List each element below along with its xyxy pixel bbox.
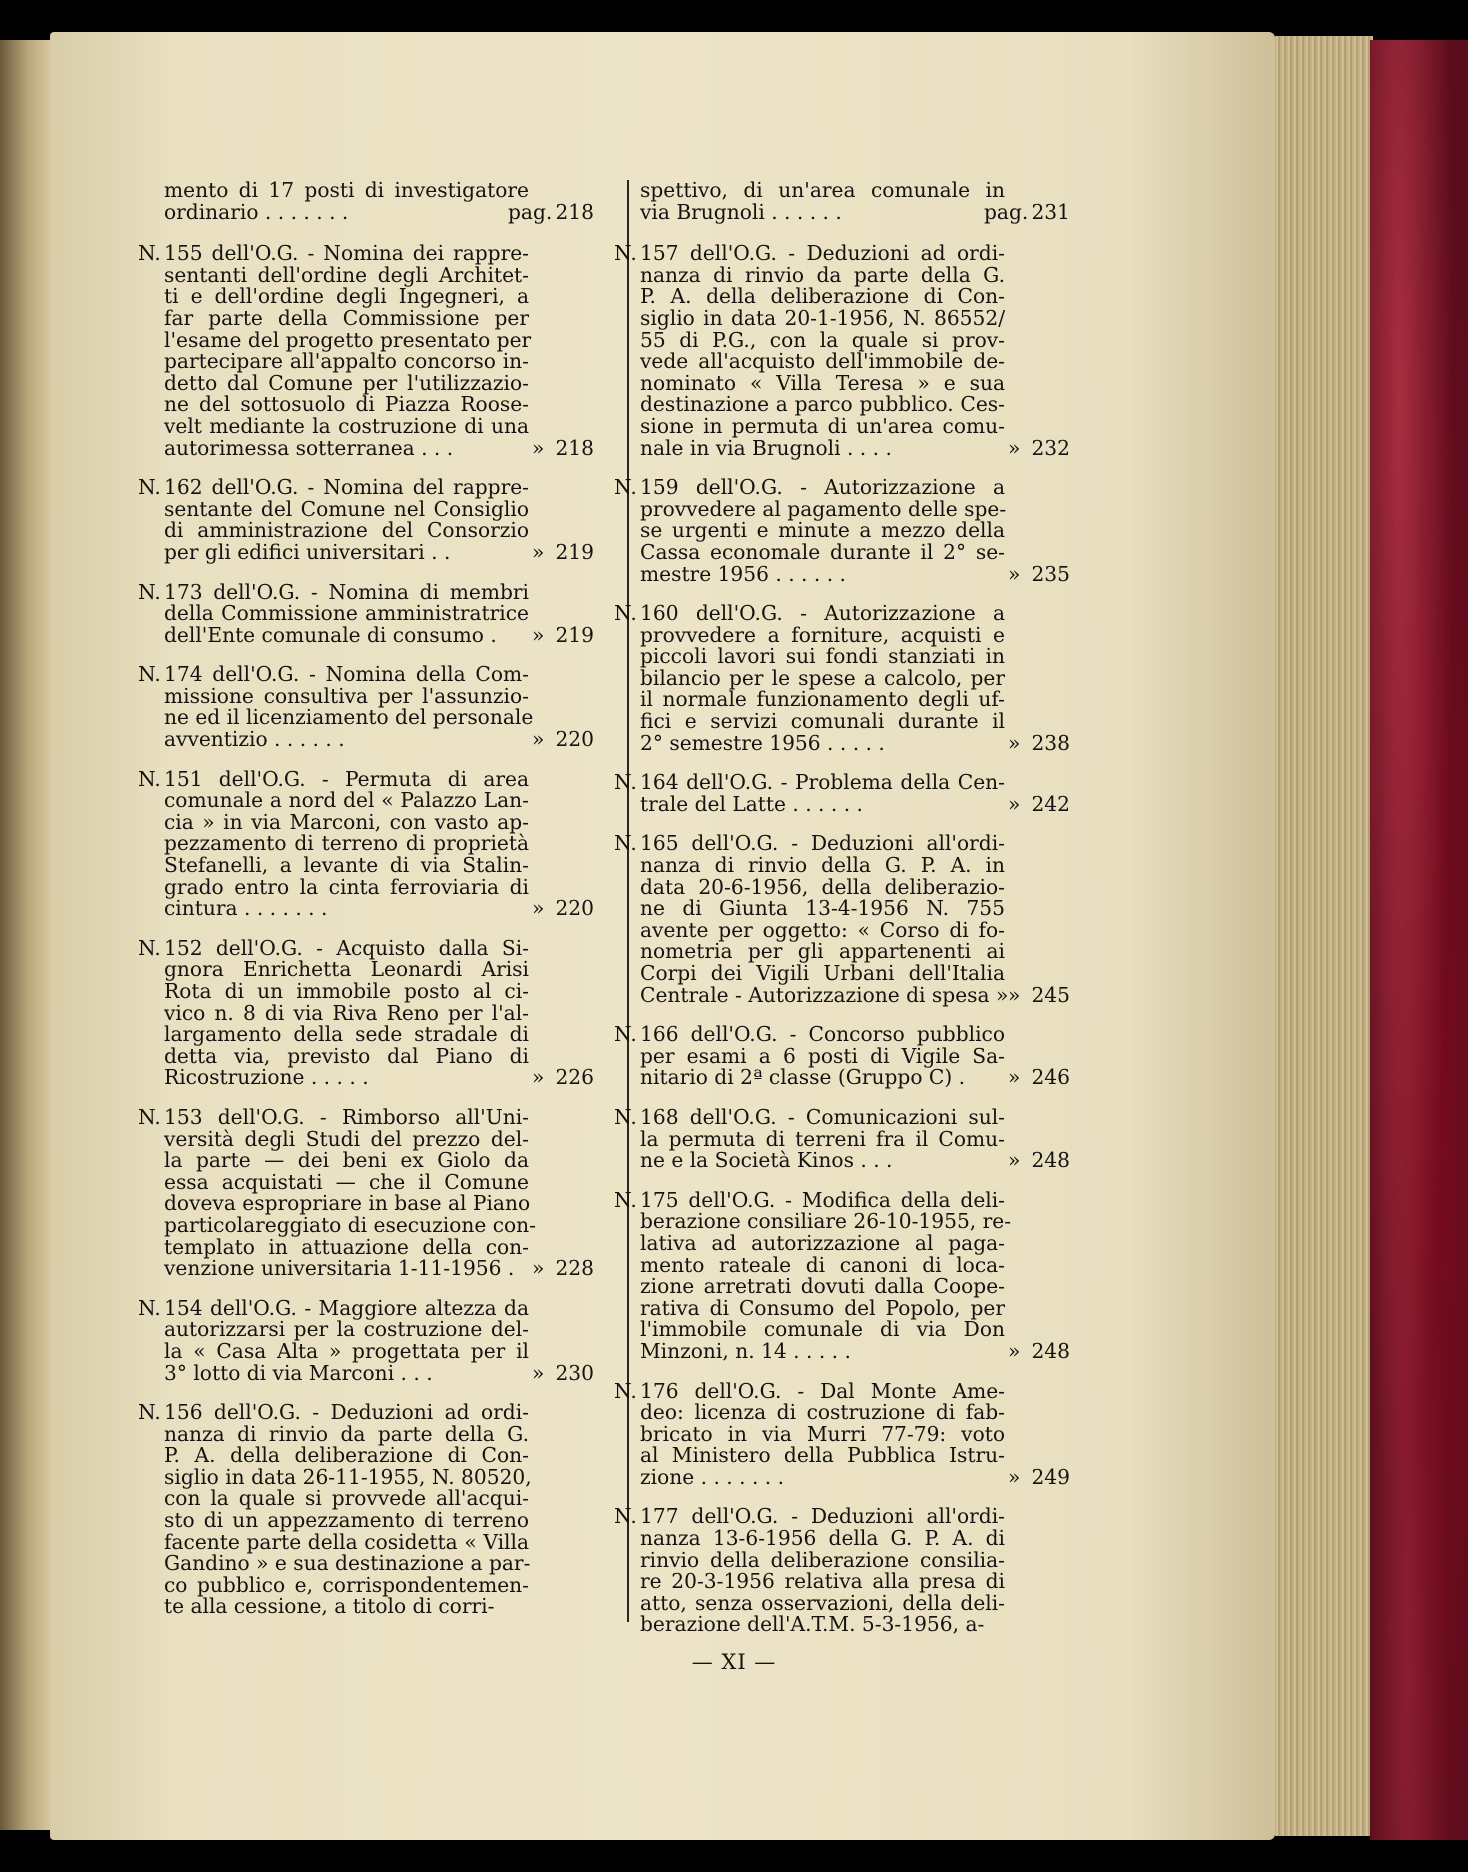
entry-text: [640, 772, 1005, 815]
entry-line: ne e la Società Kinos . . .: [640, 1148, 893, 1173]
entry-line: avventizio . . . . . .: [164, 727, 345, 752]
entry-line: Stefanelli, a levante di via Stalin-: [164, 853, 529, 878]
entry-page-reference: [1008, 730, 1070, 755]
page-ref-number: 245: [1031, 982, 1070, 1007]
index-entry: [614, 1504, 1070, 1637]
entry-line: bricato in via Murri 77-79: voto: [640, 1421, 1005, 1446]
entry-line: l'esame del progetto presentato per: [164, 327, 532, 352]
entry-line: rativa di Consumo del Popolo, per: [640, 1295, 1005, 1320]
entry-line: particolareggiato di esecuzione con-: [164, 1212, 537, 1237]
entry-line: berazione consiliare 26-10-1955, re-: [640, 1209, 1012, 1234]
entry-line: ordinario . . . . . . .: [164, 199, 349, 224]
entry-line: 160 dell'O.G. - Autorizzazione a: [640, 601, 1005, 626]
entry-line: nominato « Villa Teresa » e sua: [640, 370, 1005, 395]
entry-line: 164 dell'O.G. - Problema della Cen-: [640, 770, 1005, 795]
page-mark: »: [1008, 1338, 1021, 1363]
entry-text: [640, 1024, 1005, 1089]
entry-line: doveva espropriare in base al Piano: [164, 1191, 531, 1216]
entry-line: facente parte della cosidetta « Villa: [164, 1529, 529, 1554]
index-entry: [614, 1104, 1070, 1173]
page-ref-number: 220: [555, 727, 594, 752]
entry-number-prefix: N.: [614, 1022, 637, 1047]
entry-line: detto dal Comune per l'utilizzazio-: [164, 370, 529, 395]
entry-number-prefix: N.: [138, 662, 161, 687]
index-column-left: [138, 178, 594, 1636]
page-ref-number: 249: [1031, 1464, 1070, 1489]
entry-line: bilancio per le spese a calcolo, per: [640, 665, 1005, 690]
entry-line: siglio in data 26-11-1955, N. 80520,: [164, 1464, 532, 1489]
entry-line: dell'Ente comunale di consumo .: [164, 622, 497, 647]
entry-line: Centrale - Autorizzazione di spesa »: [640, 982, 1009, 1007]
entry-page-reference: [532, 729, 594, 751]
page-ref-number: 238: [1031, 730, 1070, 755]
entry-line: Minzoni, n. 14 . . . . .: [640, 1338, 851, 1363]
entry-line: Corpi dei Vigili Urbani dell'Italia: [640, 961, 1005, 985]
entry-line: gnora Enrichetta Leonardi Arisi: [164, 957, 529, 982]
entry-line: cia » in via Marconi, con vasto ap-: [164, 809, 529, 834]
page-mark: »: [532, 1065, 545, 1090]
page-mark: »: [1008, 1065, 1021, 1090]
index-entry: [138, 1295, 594, 1385]
entry-text: [164, 180, 529, 223]
entry-line: far parte della Commissione per: [164, 305, 529, 330]
entry-line: rinvio della deliberazione consilia-: [640, 1547, 1005, 1572]
entry-line: templato in attuazione della con-: [164, 1234, 529, 1259]
page-mark: pag.: [508, 199, 553, 224]
page-mark: »: [1008, 1148, 1021, 1173]
entry-line: mestre 1956 . . . . . .: [640, 561, 846, 586]
entry-text: [640, 477, 1005, 585]
index-entry: [138, 579, 594, 647]
entry-line: piccoli lavori sui fondi stanziati in: [640, 644, 1005, 669]
entry-line: sentanti dell'ordine degli Architet-: [164, 262, 529, 287]
entry-line: berazione dell'A.T.M. 5-3-1956, a-: [640, 1612, 985, 1637]
entry-line: via Brugnoli . . . . . .: [640, 199, 842, 224]
entry-text: [640, 1378, 1005, 1489]
entry-line: il normale funzionamento degli uf-: [640, 687, 1005, 712]
entry-page-reference: [984, 199, 1070, 224]
entry-line: la « Casa Alta » progettata per il: [164, 1338, 529, 1363]
page-mark: »: [532, 539, 545, 564]
entry-number-prefix: N.: [614, 831, 637, 856]
entry-number-prefix: N.: [138, 241, 161, 266]
entry-text: [164, 662, 534, 752]
entry-text: [164, 241, 532, 460]
entry-text: [640, 180, 1005, 223]
entry-text: [640, 1104, 1005, 1173]
page-mark: pag.: [984, 199, 1029, 224]
entry-line: sione in permuta di un'area comu-: [640, 413, 1005, 438]
entry-text: [164, 579, 529, 647]
entry-text: [640, 831, 1009, 1007]
page-mark: »: [1008, 982, 1021, 1007]
column-divider: [627, 180, 629, 1622]
index-entry: [614, 475, 1070, 586]
entry-line: 174 dell'O.G. - Nomina della Com-: [164, 662, 529, 687]
index-entry: [138, 241, 594, 460]
page-mark: »: [532, 727, 545, 752]
entry-page-reference: [1008, 561, 1070, 586]
entry-page-reference: [1008, 435, 1070, 460]
index-entry: [138, 935, 594, 1090]
page-ref-number: 248: [1031, 1338, 1070, 1363]
entry-line: partecipare all'appalto concorso in-: [164, 349, 529, 374]
entry-line: venzione universitaria 1-11-1956 .: [164, 1256, 515, 1281]
entry-number-prefix: N.: [614, 1504, 637, 1529]
entry-line: per gli edifici universitari . .: [164, 539, 451, 564]
entry-number-prefix: N.: [138, 1295, 161, 1320]
entry-line: missione consultiva per l'assunzio-: [164, 683, 529, 708]
entry-line: 159 dell'O.G. - Autorizzazione a: [640, 475, 1005, 500]
entry-line: se urgenti e minute a mezzo della: [640, 518, 1005, 543]
entry-line: autorimessa sotterranea . . .: [164, 435, 454, 460]
entry-line: della Commissione amministratrice: [164, 601, 529, 626]
entry-text: [640, 603, 1005, 754]
entry-line: spettivo, di un'area comunale in: [640, 178, 1005, 202]
index-entry: [164, 180, 594, 223]
entry-line: versità degli Studi del prezzo del-: [164, 1126, 529, 1151]
entry-line: Ricostruzione . . . . .: [164, 1065, 369, 1090]
index-entry: [614, 241, 1070, 460]
entry-page-reference: [1008, 1338, 1070, 1363]
index-entry: [614, 1022, 1070, 1090]
entry-line: 151 dell'O.G. - Permuta di area: [164, 766, 529, 791]
entry-line: 154 dell'O.G. - Maggiore altezza da: [164, 1295, 529, 1320]
page-ref-number: 246: [1031, 1065, 1070, 1090]
page-ref-number: 248: [1031, 1148, 1070, 1173]
entry-line: 55 di P.G., con la quale si prov-: [640, 327, 1005, 352]
page-ref-number: 218: [555, 435, 594, 460]
entry-number-prefix: N.: [138, 475, 161, 500]
entry-line: nitario di 2ª classe (Gruppo C) .: [640, 1065, 966, 1090]
page-mark: »: [1008, 791, 1021, 816]
entry-page-reference: [1008, 982, 1070, 1007]
entry-line: comunale a nord del « Palazzo Lan-: [164, 788, 529, 813]
page-ref-number: 232: [1031, 435, 1070, 460]
entry-page-reference: [508, 199, 594, 224]
entry-line: vede all'acquisto dell'immobile de-: [640, 349, 1005, 374]
entry-line: Rota di un immobile posto al ci-: [164, 979, 529, 1003]
entry-line: nanza 13-6-1956 della G. P. A. di: [640, 1526, 1005, 1551]
entry-line: nometria per gli appartenenti ai: [640, 939, 1005, 964]
entry-line: avente per oggetto: « Corso di fo-: [640, 917, 1005, 942]
page-ref-number: 231: [1031, 199, 1070, 224]
entry-line: nanza di rinvio da parte della G.: [164, 1421, 529, 1446]
page-mark: »: [532, 1256, 545, 1281]
entry-line: 157 dell'O.G. - Deduzioni ad ordi-: [640, 241, 1005, 266]
entry-page-reference: [532, 1067, 594, 1089]
entry-page-reference: [532, 1258, 594, 1280]
entry-page-reference: [1008, 1150, 1070, 1172]
entry-text: [164, 1400, 532, 1619]
entry-number-prefix: N.: [138, 935, 161, 960]
entry-line: ne del sottosuolo di Piazza Roose-: [164, 392, 529, 417]
entry-text: [164, 1104, 537, 1281]
entry-number-prefix: N.: [614, 601, 637, 626]
entry-line: Cassa economale durante il 2° se-: [640, 539, 1005, 564]
entry-page-reference: [532, 1360, 594, 1385]
entry-line: co pubblico e, corrispondentemen-: [164, 1572, 529, 1597]
entry-line: la permuta di terreni fra il Comu-: [640, 1126, 1005, 1151]
entry-line: mento rateale di canoni di loca-: [640, 1252, 1005, 1277]
page-mark: »: [532, 1360, 545, 1385]
entry-number-prefix: N.: [614, 1104, 637, 1129]
entry-line: deo: licenza di costruzione di fab-: [640, 1400, 1005, 1425]
entry-line: 156 dell'O.G. - Deduzioni ad ordi-: [164, 1400, 529, 1425]
entry-line: vico n. 8 di via Riva Reno per l'al-: [164, 1000, 529, 1025]
entry-number-prefix: N.: [138, 766, 161, 791]
entry-text: [164, 477, 529, 563]
entry-line: nale in via Brugnoli . . . .: [640, 435, 892, 460]
entry-line: trale del Latte . . . . . .: [640, 791, 863, 816]
page-mark: »: [1008, 730, 1021, 755]
entry-line: detta via, previsto dal Piano di: [164, 1043, 529, 1068]
entry-line: nanza di rinvio da parte della G.: [640, 262, 1005, 287]
entry-line: P. A. della deliberazione di Con-: [640, 284, 1005, 309]
page-block-edges: [1275, 36, 1373, 1836]
entry-line: destinazione a parco pubblico. Ces-: [640, 392, 1005, 417]
entry-page-reference: [1008, 1067, 1070, 1089]
entry-line: autorizzarsi per la costruzione del-: [164, 1317, 529, 1342]
entry-line: 168 dell'O.G. - Comunicazioni sul-: [640, 1104, 1005, 1129]
entry-line: sentante del Comune nel Consiglio: [164, 496, 529, 521]
entry-line: atto, senza osservazioni, della deli-: [640, 1590, 1005, 1615]
entry-page-reference: [532, 622, 594, 647]
left-page-edge: [0, 40, 52, 1830]
entry-line: zione . . . . . . .: [640, 1464, 785, 1489]
page-mark: »: [1008, 1464, 1021, 1489]
entry-page-reference: [532, 898, 594, 920]
page-ref-number: 219: [555, 622, 594, 647]
page-ref-number: 218: [555, 199, 594, 224]
entry-number-prefix: N.: [138, 579, 161, 604]
entry-line: data 20-6-1956, della deliberazio-: [640, 874, 1005, 899]
entry-number-prefix: N.: [614, 1187, 637, 1212]
entry-line: lativa ad autorizzazione al paga-: [640, 1230, 1005, 1255]
entry-number-prefix: N.: [138, 1400, 161, 1425]
entry-line: 176 dell'O.G. - Dal Monte Ame-: [640, 1378, 1005, 1403]
index-column-right: [614, 178, 1070, 1654]
index-entry: [614, 1378, 1070, 1489]
entry-line: essa acquistati — che il Comune: [164, 1169, 529, 1194]
entry-line: 175 dell'O.G. - Modifica della deli-: [640, 1187, 1005, 1212]
index-entry: [138, 1104, 594, 1281]
entry-line: te alla cessione, a titolo di corri-: [164, 1594, 495, 1619]
book-cover-marbled: [1370, 40, 1468, 1840]
entry-line: provvedere a forniture, acquisti e: [640, 622, 1005, 647]
entry-line: velt mediante la costruzione di una: [164, 413, 529, 438]
entry-number-prefix: N.: [614, 770, 637, 795]
entry-line: largamento della sede stradale di: [164, 1022, 529, 1047]
entry-line: 166 dell'O.G. - Concorso pubblico: [640, 1022, 1005, 1047]
entry-line: 173 dell'O.G. - Nomina di membri: [164, 579, 529, 604]
page-ref-number: 228: [555, 1256, 594, 1281]
entry-line: mento di 17 posti di investigatore: [164, 178, 529, 202]
entry-number-prefix: N.: [614, 241, 637, 266]
entry-line: 2° semestre 1956 . . . . .: [640, 730, 885, 755]
entry-line: grado entro la cinta ferroviaria di: [164, 874, 529, 899]
entry-line: l'immobile comunale di via Don: [640, 1317, 1005, 1342]
entry-line: 177 dell'O.G. - Deduzioni all'ordi-: [640, 1504, 1005, 1529]
entry-text: [640, 1506, 1005, 1636]
entry-page-reference: [532, 539, 594, 564]
page-mark: »: [1008, 561, 1021, 586]
entry-line: 153 dell'O.G. - Rimborso all'Uni-: [164, 1104, 529, 1129]
entry-line: pezzamento di terreno di proprietà: [164, 831, 529, 856]
entry-page-reference: [1008, 791, 1070, 816]
entry-line: di amministrazione del Consorzio: [164, 518, 529, 543]
entry-line: sto di un appezzamento di terreno: [164, 1508, 529, 1533]
entry-line: zione arretrati dovuti dalla Coope-: [640, 1274, 1005, 1299]
index-entry: [138, 662, 594, 752]
index-entry: [138, 1400, 594, 1619]
entry-text: [164, 935, 529, 1090]
entry-line: con la quale si provvede all'acqui-: [164, 1486, 529, 1511]
entry-line: 155 dell'O.G. - Nomina dei rappre-: [164, 241, 529, 266]
entry-line: 152 dell'O.G. - Acquisto dalla Si-: [164, 935, 529, 960]
index-entry: [614, 1187, 1070, 1363]
entry-line: ne di Giunta 13-4-1956 N. 755: [640, 896, 1005, 921]
page-number: — XI —: [691, 1650, 777, 1674]
entry-number-prefix: N.: [614, 475, 637, 500]
entry-text: [164, 1295, 529, 1385]
page-mark: »: [532, 435, 545, 460]
entry-line: nanza di rinvio della G. P. A. in: [640, 853, 1005, 878]
entry-line: 162 dell'O.G. - Nomina del rappre-: [164, 475, 529, 500]
page-mark: »: [532, 622, 545, 647]
entry-line: P. A. della deliberazione di Con-: [164, 1443, 529, 1468]
entry-line: ti e dell'ordine degli Ingegneri, a: [164, 284, 529, 309]
index-entry: [614, 601, 1070, 755]
page-ref-number: 242: [1031, 791, 1070, 816]
entry-line: fici e servizi comunali durante il: [640, 709, 1005, 734]
entry-page-reference: [1008, 1464, 1070, 1489]
index-entry: [138, 766, 594, 921]
page-ref-number: 220: [555, 896, 594, 921]
page-ref-number: 230: [555, 1360, 594, 1385]
entry-line: 165 dell'O.G. - Deduzioni all'ordi-: [640, 831, 1005, 856]
entry-page-reference: [532, 435, 594, 460]
entry-number-prefix: N.: [138, 1104, 161, 1129]
entry-line: re 20-3-1956 relativa alla presa di: [640, 1569, 1005, 1594]
entry-line: provvedere al pagamento delle spe-: [640, 496, 1007, 521]
index-entry: [640, 180, 1070, 223]
index-entry: [138, 475, 594, 564]
entry-text: [640, 1187, 1012, 1363]
page-ref-number: 235: [1031, 561, 1070, 586]
index-entry: [614, 770, 1070, 816]
entry-line: per esami a 6 posti di Vigile Sa-: [640, 1043, 1005, 1068]
entry-line: cintura . . . . . . .: [164, 896, 328, 921]
index-entry: [614, 831, 1070, 1007]
page-mark: »: [532, 896, 545, 921]
entry-line: 3° lotto di via Marconi . . .: [164, 1360, 433, 1385]
page-ref-number: 226: [555, 1065, 594, 1090]
entry-text: [640, 243, 1005, 459]
entry-number-prefix: N.: [614, 1378, 637, 1403]
page-ref-number: 219: [555, 539, 594, 564]
entry-line: al Ministero della Pubblica Istru-: [640, 1443, 1005, 1468]
entry-line: ne ed il licenziamento del personale: [164, 705, 534, 730]
entry-text: [164, 766, 529, 921]
entry-line: la parte — dei beni ex Giolo da: [164, 1148, 529, 1173]
entry-line: siglio in data 20-1-1956, N. 86552/: [640, 305, 1005, 330]
page-mark: »: [1008, 435, 1021, 460]
entry-line: Gandino » e sua destinazione a par-: [164, 1551, 531, 1576]
